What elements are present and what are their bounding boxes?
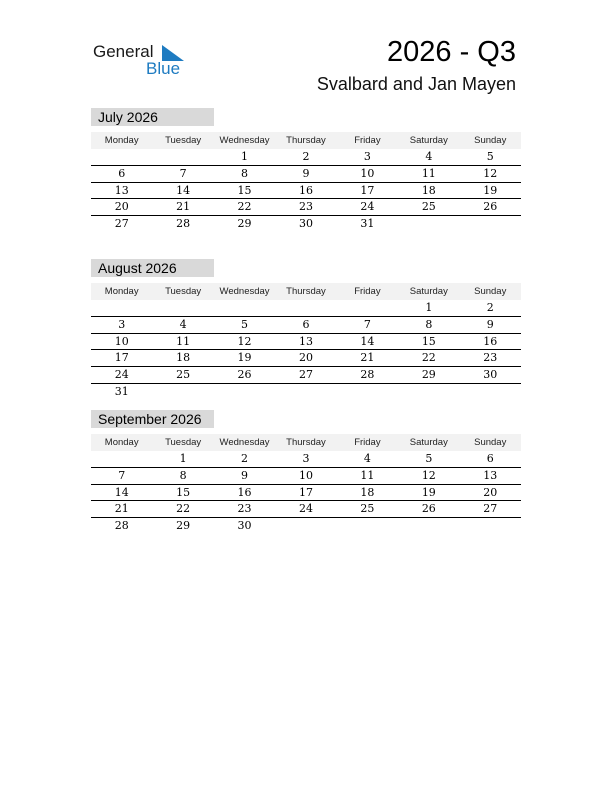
day-cell: 16 [298, 183, 313, 197]
day-cell: 2 [241, 452, 249, 465]
day-cell: 30 [483, 368, 498, 382]
day-cell: 19 [483, 183, 498, 197]
day-cell: 28 [360, 368, 375, 382]
week-row [91, 199, 521, 216]
day-cell: 11 [176, 334, 191, 348]
month-calendar [91, 108, 521, 233]
week-row [91, 384, 521, 401]
day-cell: 16 [483, 334, 498, 348]
day-cell [337, 518, 398, 535]
day-cell: 6 [302, 317, 310, 331]
day-cell: 25 [421, 200, 436, 214]
day-cell: 30 [298, 217, 313, 231]
day-cell: 9 [302, 166, 310, 180]
day-cell: 18 [360, 485, 375, 499]
day-cell: 21 [114, 502, 129, 516]
day-cell [275, 518, 336, 535]
day-cell: 6 [486, 452, 494, 465]
day-cell: 22 [237, 200, 252, 214]
day-cell: 11 [360, 468, 375, 482]
day-cell: 18 [176, 351, 191, 365]
weekday-header: Saturday [409, 135, 448, 146]
day-cell: 24 [114, 368, 129, 382]
day-cell: 15 [176, 485, 191, 499]
day-cell: 2 [486, 301, 494, 314]
day-cell: 12 [237, 334, 252, 348]
day-cell: 23 [298, 200, 313, 214]
day-cell: 5 [241, 317, 249, 331]
day-cell: 19 [237, 351, 252, 365]
weekday-header: Sunday [474, 286, 507, 297]
weekday-header: Wednesday [219, 286, 270, 297]
weekday-header-row [91, 283, 521, 300]
weekday-header: Wednesday [219, 135, 270, 146]
day-cell: 10 [114, 334, 129, 348]
day-cell: 20 [483, 485, 498, 499]
weekday-header: Tuesday [165, 437, 202, 448]
day-cell: 19 [421, 485, 436, 499]
weekday-header-row [91, 132, 521, 149]
week-row [91, 149, 521, 166]
week-row [91, 216, 521, 233]
month-calendar [91, 259, 521, 401]
weekday-header: Monday [104, 437, 139, 448]
day-cell: 14 [360, 334, 375, 348]
day-cell: 29 [421, 368, 436, 382]
week-row [91, 468, 521, 485]
day-cell: 30 [237, 519, 252, 533]
day-cell [91, 451, 152, 467]
logo-word-general: General [93, 42, 154, 61]
day-cell: 11 [421, 166, 436, 180]
day-cell [398, 518, 459, 535]
day-cell: 31 [114, 384, 129, 398]
day-cell [152, 384, 213, 401]
week-row [91, 350, 521, 367]
day-cell [460, 384, 521, 401]
day-cell: 7 [118, 468, 126, 482]
weekday-header: Wednesday [219, 437, 270, 448]
weekday-header: Sunday [474, 437, 507, 448]
day-cell [91, 300, 152, 316]
day-cell: 21 [360, 351, 375, 365]
week-row [91, 367, 521, 384]
day-cell: 26 [483, 200, 498, 214]
month-calendar [91, 410, 521, 535]
day-cell: 29 [176, 519, 191, 533]
day-cell: 1 [241, 150, 249, 163]
day-cell: 8 [425, 317, 433, 331]
weekday-header: Monday [104, 286, 139, 297]
weekday-header: Friday [354, 286, 381, 297]
week-row [91, 334, 521, 351]
day-cell: 9 [486, 317, 494, 331]
week-row [91, 317, 521, 334]
day-cell: 7 [179, 166, 187, 180]
page-title: 2026 - Q3 [387, 36, 516, 68]
day-cell: 29 [237, 217, 252, 231]
week-row [91, 451, 521, 468]
day-cell: 1 [425, 301, 433, 314]
day-cell: 23 [483, 351, 498, 365]
month-title: August 2026 [91, 259, 214, 277]
weekday-header: Thursday [286, 437, 326, 448]
week-row [91, 166, 521, 183]
day-cell: 25 [176, 368, 191, 382]
day-cell: 18 [421, 183, 436, 197]
month-title: July 2026 [91, 108, 214, 126]
day-cell: 2 [302, 150, 310, 163]
day-cell: 4 [363, 452, 371, 465]
day-cell: 20 [114, 200, 129, 214]
day-cell: 24 [298, 502, 313, 516]
day-cell: 31 [360, 217, 375, 231]
day-cell: 5 [425, 452, 433, 465]
day-cell: 3 [118, 317, 126, 331]
day-cell: 10 [298, 468, 313, 482]
day-cell: 16 [237, 485, 252, 499]
day-cell: 20 [298, 351, 313, 365]
day-cell [152, 300, 213, 316]
day-cell: 22 [421, 351, 436, 365]
weekday-header: Monday [104, 135, 139, 146]
day-cell [398, 216, 459, 233]
weekday-header: Tuesday [165, 135, 202, 146]
day-cell: 4 [179, 317, 187, 331]
day-cell: 27 [114, 217, 129, 231]
day-cell: 3 [302, 452, 310, 465]
day-cell: 24 [360, 200, 375, 214]
weekday-header: Thursday [286, 135, 326, 146]
day-cell: 5 [486, 150, 494, 163]
day-cell: 23 [237, 502, 252, 516]
day-cell [214, 384, 275, 401]
weekday-header: Friday [354, 437, 381, 448]
week-row [91, 183, 521, 200]
day-cell: 21 [176, 200, 191, 214]
weekday-header-row [91, 434, 521, 451]
day-cell: 26 [237, 368, 252, 382]
day-cell: 28 [114, 519, 129, 533]
day-cell: 13 [483, 468, 498, 482]
day-cell: 15 [421, 334, 436, 348]
logo-word-blue: Blue [146, 59, 181, 78]
day-cell: 14 [176, 183, 191, 197]
day-cell [337, 300, 398, 316]
region-name: Svalbard and Jan Mayen [316, 74, 516, 94]
day-cell: 13 [114, 183, 129, 197]
day-cell [91, 149, 152, 165]
day-cell: 26 [421, 502, 436, 516]
day-cell [214, 300, 275, 316]
day-cell [275, 300, 336, 316]
weekday-header: Saturday [409, 286, 448, 297]
day-cell: 27 [298, 368, 313, 382]
day-cell [152, 149, 213, 165]
weekday-header: Friday [354, 135, 381, 146]
day-cell: 17 [360, 183, 375, 197]
day-cell [275, 384, 336, 401]
month-title: September 2026 [91, 410, 214, 428]
day-cell: 13 [298, 334, 313, 348]
day-cell: 17 [298, 485, 313, 499]
weekday-header: Sunday [474, 135, 507, 146]
day-cell: 8 [241, 166, 249, 180]
generalblue-logo [93, 42, 193, 78]
day-cell: 12 [483, 166, 498, 180]
day-cell [398, 384, 459, 401]
weekday-header: Tuesday [165, 286, 202, 297]
week-row [91, 518, 521, 535]
weekday-header: Thursday [286, 286, 326, 297]
week-row [91, 501, 521, 518]
day-cell: 9 [241, 468, 249, 482]
day-cell [460, 216, 521, 233]
day-cell: 7 [363, 317, 371, 331]
weekday-header: Saturday [409, 437, 448, 448]
day-cell: 25 [360, 502, 375, 516]
day-cell: 1 [179, 452, 187, 465]
day-cell: 4 [425, 150, 433, 163]
day-cell: 6 [118, 166, 126, 180]
day-cell: 17 [114, 351, 129, 365]
day-cell: 27 [483, 502, 498, 516]
day-cell: 3 [363, 150, 371, 163]
day-cell: 10 [360, 166, 375, 180]
day-cell: 22 [176, 502, 191, 516]
day-cell [460, 518, 521, 535]
day-cell: 8 [179, 468, 187, 482]
day-cell: 14 [114, 485, 129, 499]
day-cell: 12 [421, 468, 436, 482]
day-cell: 15 [237, 183, 252, 197]
week-row [91, 485, 521, 502]
day-cell [337, 384, 398, 401]
day-cell: 28 [176, 217, 191, 231]
week-row [91, 300, 521, 317]
